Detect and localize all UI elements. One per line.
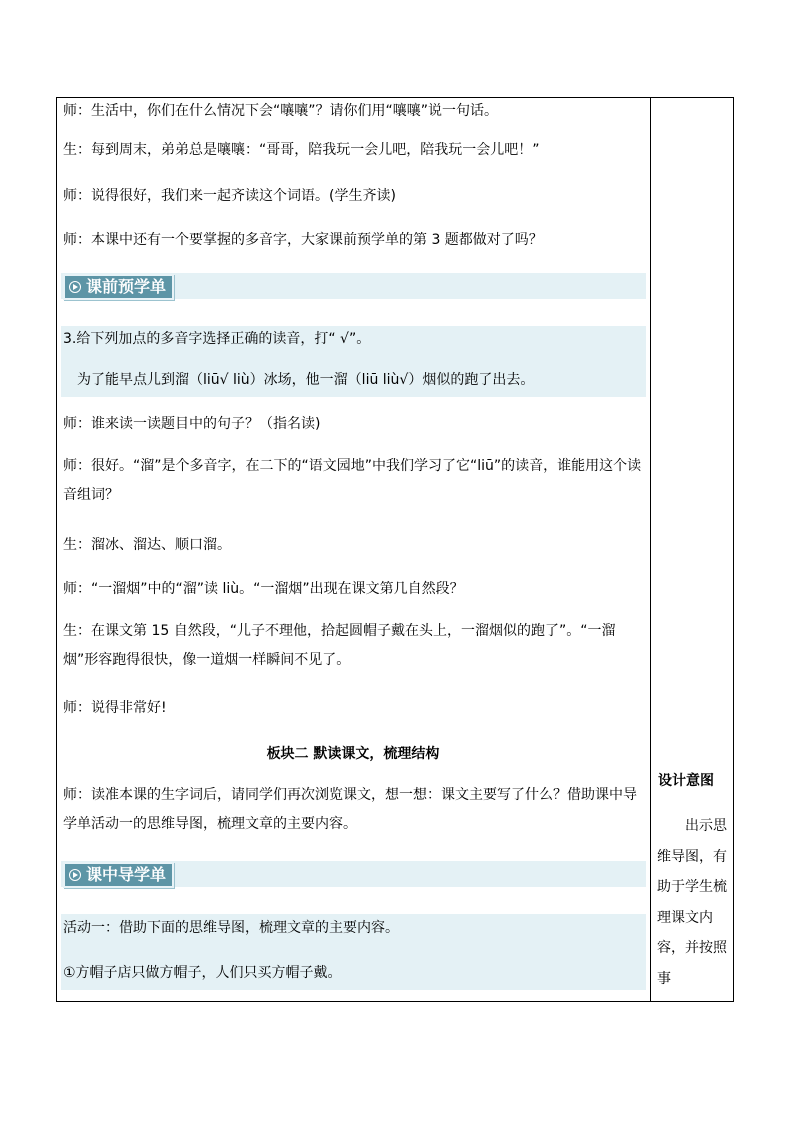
dialogue-line: 师：说得很好，我们来一起齐读这个词语。(学生齐读)	[63, 188, 396, 204]
dialogue-line: 师：谁来读一读题目中的句子？（指名读)	[63, 416, 321, 432]
section-heading: 板块二 默读课文，梳理结构	[266, 746, 440, 762]
dialogue-line: 师：说得非常好!	[63, 700, 167, 716]
activity-box	[61, 914, 646, 990]
dialogue-line: 生：每到周末，弟弟总是嚷嚷：“哥哥，陪我玩一会儿吧，陪我玩一会儿吧！”	[63, 142, 540, 158]
activity-item: ①方帽子店只做方帽子，人们只买方帽子戴。	[63, 965, 342, 981]
dialogue-line: 师：“一溜烟”中的“溜”读 liù。“一溜烟”出现在课文第几自然段？	[63, 581, 464, 597]
exercise-sentence: 为了能早点儿到溜（liū√ liù）冰场，他一溜（liū liù√）烟似的跑了出去。	[77, 372, 535, 388]
pre-study-banner	[61, 273, 646, 299]
design-intent-text: 出示思维导图，有助于学生梳理课文内容，并按照事	[657, 818, 727, 987]
dialogue-line: 生：溜冰、溜达、顺口溜。	[63, 537, 231, 553]
banner-tag	[63, 862, 174, 888]
banner-label: 课中导学单	[86, 865, 167, 884]
play-circle-icon	[69, 281, 81, 293]
dialogue-line: 师：本课中还有一个要掌握的多音字，大家课前预学单的第 3 题都做对了吗？	[63, 232, 543, 248]
design-intent-title: 设计意图	[658, 773, 714, 789]
banner-tag	[63, 274, 174, 300]
column-divider	[650, 97, 651, 1002]
dialogue-paragraph: 生：在课文第 15 自然段，“儿子不理他，拾起圆帽子戴在头上，一溜烟似的跑了”。“一溜烟”形容跑得很快，像一道烟一样瞬间不见了。	[63, 623, 616, 668]
dialogue-paragraph: 师：很好。“溜”是个多音字，在二下的“语文园地”中我们学习了它“liū”的读音，谁能用这个读音组词？	[63, 458, 642, 503]
dialogue-line: 师：生活中，你们在什么情况下会“嚷嚷”？请你们用“嚷嚷”说一句话。	[63, 103, 499, 119]
activity-title: 活动一：借助下面的思维导图，梳理文章的主要内容。	[63, 920, 399, 936]
in-class-banner	[61, 861, 646, 887]
exercise-box	[61, 326, 646, 397]
banner-label: 课前预学单	[86, 277, 167, 296]
play-circle-icon	[69, 869, 81, 881]
exercise-question: 3.给下列加点的多音字选择正确的读音，打“ √”。	[63, 331, 371, 347]
dialogue-paragraph: 师：读准本课的生字词后，请同学们再次浏览课文，想一想：课文主要写了什么？借助课中导学单活动一的思维导图，梳理文章的主要内容。	[63, 787, 637, 832]
